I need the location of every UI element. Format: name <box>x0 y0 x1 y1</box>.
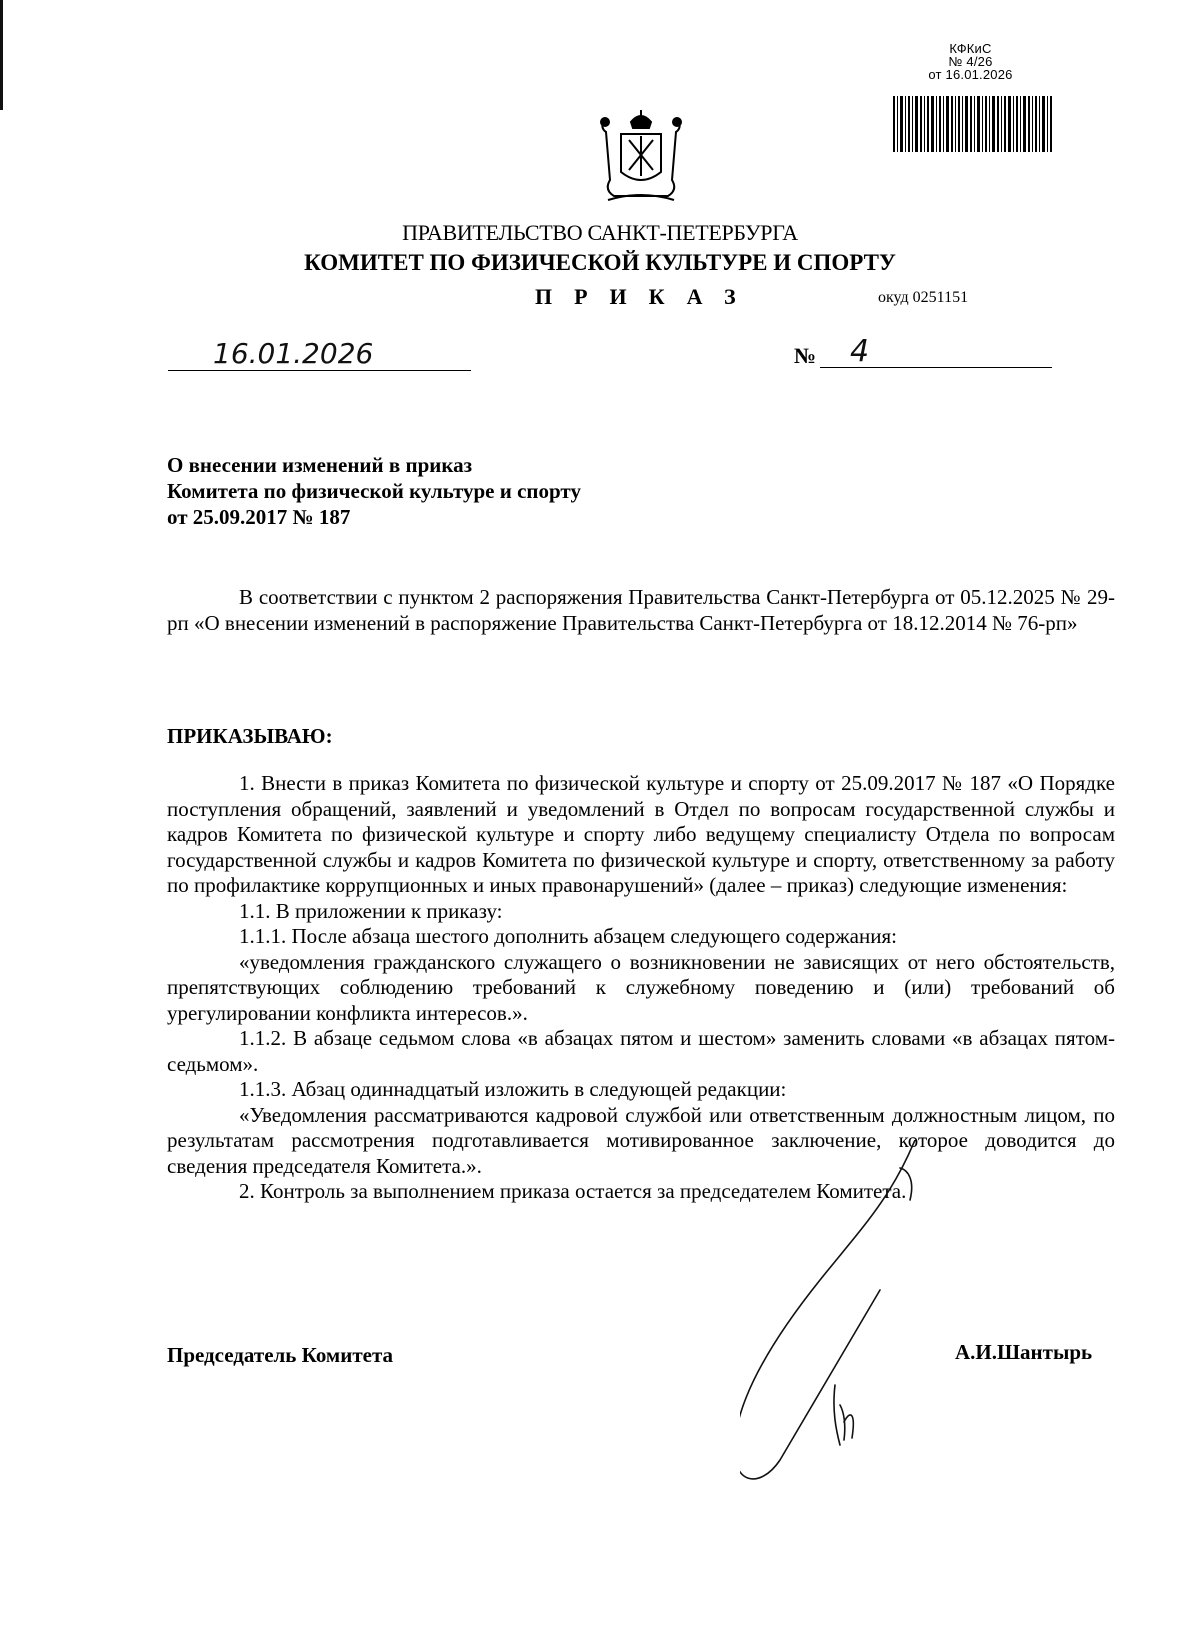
registration-stamp <box>888 42 1053 81</box>
date-underline <box>168 370 471 371</box>
handwritten-signature <box>740 1140 1000 1510</box>
barcode-icon <box>893 96 1053 152</box>
scan-edge-mark <box>0 0 3 110</box>
subject-line: О внесении изменений в приказ <box>167 453 473 477</box>
preamble-paragraph: В соответствии с пунктом 2 распоряжения Правительства Санкт-Петербурга от 05.12.2025 № 29-рп «О внесении изменений в распоряжение Правительства Санкт-Петербурга от 18.12.2014 № 76-рп» <box>167 585 1115 635</box>
coat-of-arms-icon <box>596 110 686 206</box>
document-number: 4 <box>850 334 870 369</box>
order-item: 1.1. В приложении к приказу: <box>239 898 503 923</box>
number-label: № <box>794 343 817 368</box>
stamp-date: от 16.01.2026 <box>928 67 1013 82</box>
order-item: 1.1.2. В абзаце седьмом слова «в абзацах пятом и шестом» заменить словами «в абзацах пятом-седьмом». <box>167 1026 1115 1076</box>
document-subject <box>167 452 767 530</box>
subject-line: от 25.09.2017 № 187 <box>167 505 351 529</box>
order-item: 1.1.3. Абзац одиннадцатый изложить в следующей редакции: <box>239 1077 787 1101</box>
number-underline <box>820 367 1052 368</box>
order-item: «уведомления гражданского служащего о возникновении не зависящих от него обстоятельств, препятствующих соблюдению требований к служебному поведению и (или) требований об урегулировании конфликта интересов.». <box>167 949 1115 1025</box>
stamp-number: № 4/26 <box>948 54 993 69</box>
committee-title: КОМИТЕТ ПО ФИЗИЧЕСКОЙ КУЛЬТУРЕ И СПОРТУ <box>304 250 896 275</box>
order-item: 1. Внести в приказ Комитета по физической культуре и спорту от 25.09.2017 № 187 «О Порядке поступления обращений, заявлений и уведомлений в Отдел по вопросам государственной службы и кадров Комитета по физической культуре и спорту либо ведущему специалисту Отдела по вопросам государственной службы и кадров Комитета по физической культуре и спорту, ответственному за работу по профилактике коррупционных и иных правонарушений» (далее – приказ) следующие изменения: <box>167 771 1115 897</box>
signatory-position: Председатель Комитета <box>167 1343 394 1367</box>
government-title: ПРАВИТЕЛЬСТВО САНКТ-ПЕТЕРБУРГА <box>402 220 798 245</box>
order-item: 2. Контроль за выполнением приказа остается за председателем Комитета. <box>239 1179 907 1203</box>
order-item: 1.1.1. После абзаца шестого дополнить абзацем следующего содержания: <box>239 924 897 948</box>
document-type: ПРИКАЗ <box>535 284 758 309</box>
okud-code: окуд 0251151 <box>878 289 969 306</box>
document-date: 16.01.2026 <box>213 337 374 370</box>
stamp-org: КФКиС <box>949 41 992 56</box>
signatory-name: А.И.Шантырь <box>955 1340 1093 1364</box>
subject-line: Комитета по физической культуре и спорту <box>167 479 581 503</box>
order-word: ПРИКАЗЫВАЮ: <box>167 724 333 748</box>
order-item: «Уведомления рассматриваются кадровой службой или ответственным должностным лицом, по результатам рассмотрения подготавливается мотивированное заключение, которое доводится до сведения председателя Комитета.». <box>167 1102 1115 1178</box>
